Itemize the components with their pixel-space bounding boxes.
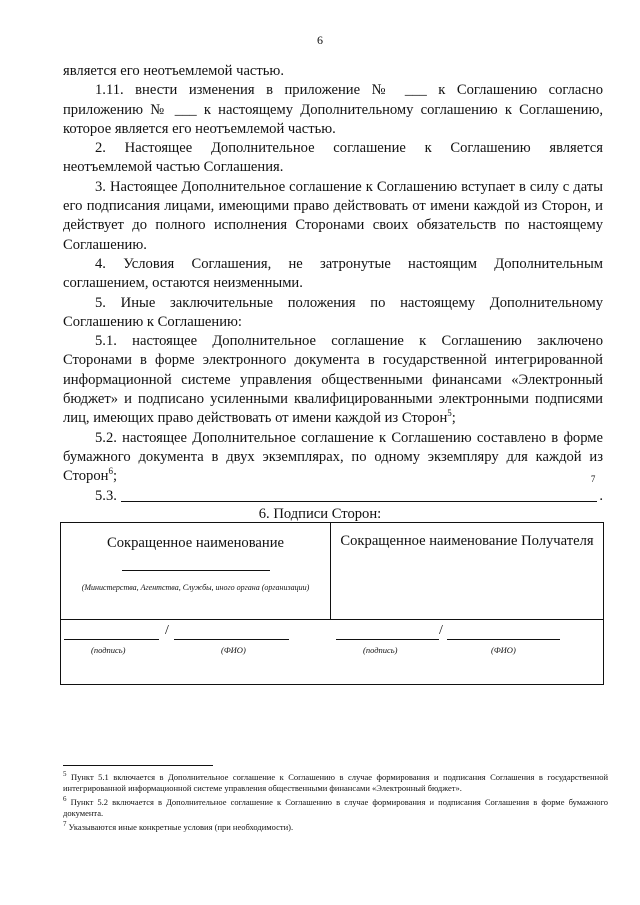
footnote-6-number: 6 bbox=[63, 795, 67, 804]
footnote-7 bbox=[63, 822, 608, 833]
left-fio-label: (ФИО) bbox=[221, 645, 246, 655]
signatures-table bbox=[60, 522, 604, 685]
paragraph-3: 3. Настоящее Дополнительное соглашение к Соглашению вступает в силу с даты его подписания лицами, имеющими право действовать от имени каждой из Сторон, и действует до полного исполнения Сторонами своих обязательств по настоящему Соглашению. bbox=[63, 178, 603, 253]
left-slash: / bbox=[165, 623, 169, 638]
paragraph-continuation: является его неотъемлемой частью. bbox=[63, 63, 284, 79]
paragraph-5-3 bbox=[63, 473, 603, 506]
left-party-cell bbox=[61, 523, 330, 619]
footnote-ref-5: 5 bbox=[447, 408, 452, 419]
left-signature-block bbox=[61, 623, 330, 663]
right-fio-line bbox=[447, 639, 560, 640]
left-party-name-line bbox=[122, 558, 270, 571]
left-party-title: Сокращенное наименование bbox=[106, 535, 285, 551]
signatures-heading: 6. Подписи Сторон: bbox=[258, 506, 382, 522]
footnote-5-number: 5 bbox=[63, 770, 67, 779]
footnote-ref-6: 6 bbox=[108, 466, 113, 477]
right-signature-label: (подпись) bbox=[363, 645, 398, 655]
paragraph-5-3-number: 5.3. bbox=[95, 487, 117, 504]
paragraph-5-3-end: . bbox=[599, 487, 603, 504]
paragraph-5-1-text: 5.1. настоящее Дополнительное соглашение к Соглашению заключено Сторонами в форме электронного документа в государственной интегрированной информационной системе управления общественными финансами «Электронный бюджет» и подписано усиленными квалифицированными электронными подписями лиц, имеющих право действовать от имени каждой из Сторон bbox=[63, 333, 603, 427]
table-divider-horizontal bbox=[61, 619, 603, 620]
right-signature-line bbox=[336, 639, 439, 640]
paragraph-5-1 bbox=[63, 332, 603, 428]
paragraph-5-2-end: ; bbox=[112, 468, 117, 485]
right-slash: / bbox=[439, 623, 443, 638]
footnote-separator bbox=[63, 765, 213, 766]
paragraph-5-2 bbox=[63, 429, 603, 487]
footnote-7-number: 7 bbox=[63, 820, 67, 829]
footnote-6 bbox=[63, 797, 608, 819]
footnote-7-text: Указываются иные конкретные условия (при необходимости). bbox=[68, 822, 294, 832]
right-party-cell bbox=[331, 523, 603, 619]
right-fio-label: (ФИО) bbox=[491, 645, 516, 655]
left-signature-line bbox=[64, 639, 159, 640]
left-signature-label: (подпись) bbox=[91, 645, 126, 655]
right-signature-block bbox=[331, 623, 603, 663]
paragraph-2: 2. Настоящее Дополнительное соглашение к Соглашению является неотъемлемой частью Соглашения. bbox=[63, 140, 603, 176]
paragraph-4: 4. Условия Соглашения, не затронутые настоящим Дополнительным соглашением, остаются неизменными. bbox=[63, 255, 603, 292]
page-number: 6 bbox=[317, 33, 323, 47]
left-party-note: (Министерства, Агентства, Службы, иного органа (организации) bbox=[81, 583, 310, 592]
footnote-6-text: Пункт 5.2 включается в Дополнительное соглашение к Соглашению в случае формирования и подписания Соглашения в форме бумажного документа. bbox=[63, 797, 609, 818]
paragraph-5-3-blank-line: 7 bbox=[121, 487, 597, 502]
paragraph-1-11: 1.11. внести изменения в приложение № ___ к Соглашению согласно приложению № ___ к настоящему Дополнительному соглашению к Соглашению, которое является его неотъемлемой частью. bbox=[63, 82, 603, 137]
right-party-title: Сокращенное наименование Получателя bbox=[340, 533, 594, 549]
footnote-5-text: Пункт 5.1 включается в Дополнительное соглашение к Соглашению в случае формирования и подписания Соглашения в государственной интегрированной информационной системе управления общественными финансами «Электронный бюджет». bbox=[63, 772, 609, 793]
paragraph-5-1-end: ; bbox=[451, 410, 456, 427]
footnote-5 bbox=[63, 772, 608, 794]
left-fio-line bbox=[174, 639, 289, 640]
paragraph-5-2-text: 5.2. настоящее Дополнительное соглашение к Соглашению составлено в форме бумажного документа в двух экземплярах, по одному экземпляру для каждой из Сторон bbox=[63, 429, 603, 485]
document-body bbox=[63, 62, 603, 506]
paragraph-5: 5. Иные заключительные положения по настоящему Дополнительному Соглашению к Соглашению: bbox=[63, 294, 603, 330]
